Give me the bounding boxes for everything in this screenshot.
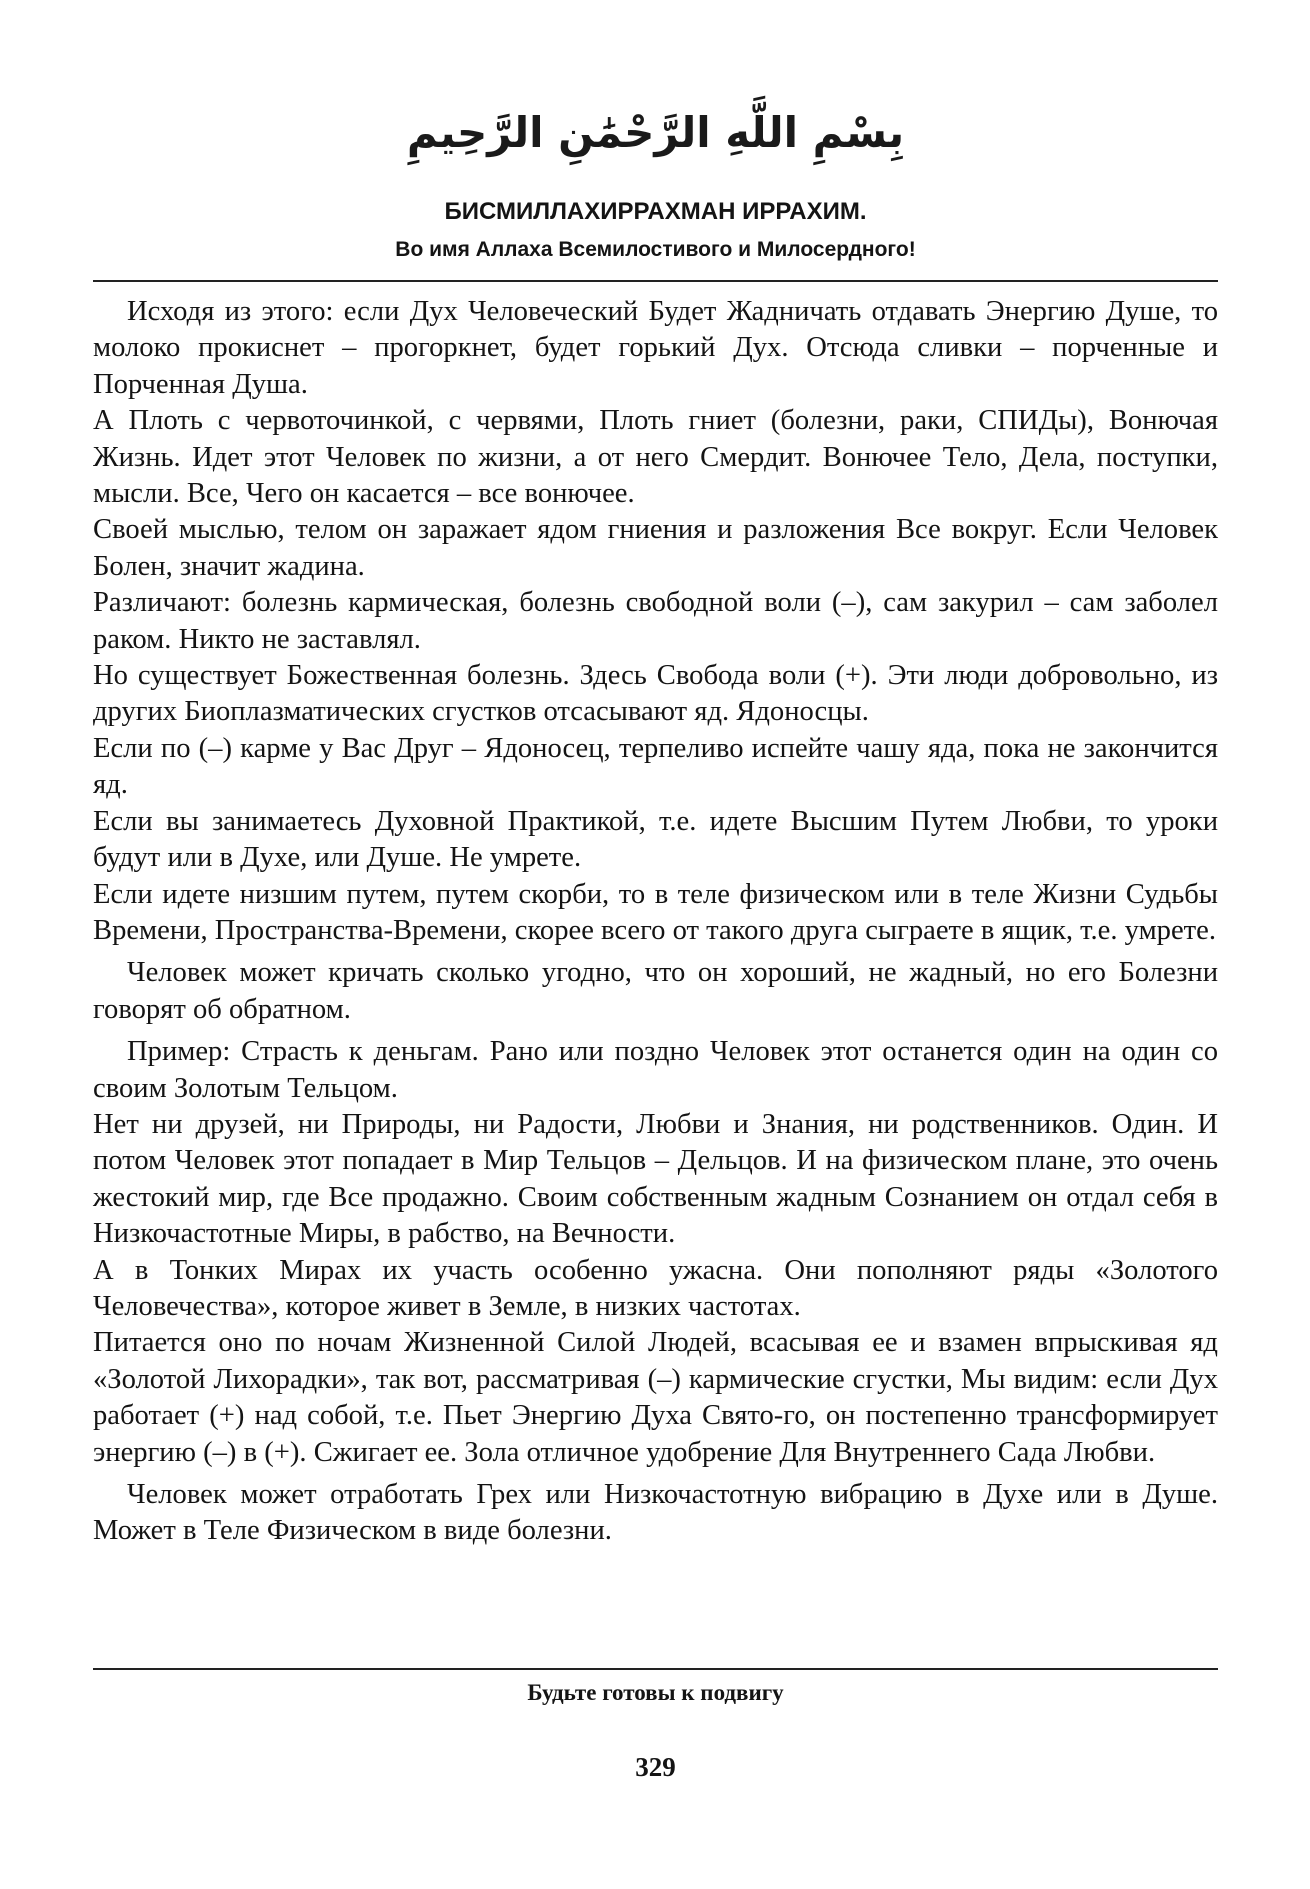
paragraph: Человек может кричать сколько угодно, что он хороший, не жадный, но его Болезни говорят об обратном. [93,957,1218,1025]
header-divider [93,280,1218,282]
paragraph: Если по (–) карме у Вас Друг – Ядоносец, терпеливо испейте чашу яда, пока не закончится яд. [93,732,1218,801]
paragraph: Различают: болезнь кармическая, болезнь свободной воли (–), сам закурил – сам заболел раком. Никто не заставлял. [93,587,1218,655]
paragraph: Если вы занимаетесь Духовной Практикой, т.е. идете Высшим Путем Любви, то уроки будут или в Духе, или Душе. Не умрете. [93,805,1218,874]
paragraph: Но существует Божественная болезнь. Здесь Свобода воли (+). Эти люди добровольно, из других Биоплазматических сгустков отсасывают яд. Ядоносцы. [93,660,1218,728]
page-heading: БИСМИЛЛАХИРРАХМАН ИРРАХИМ. [444,198,867,225]
footer-divider [93,1668,1218,1670]
paragraph: Нет ни друзей, ни Природы, ни Радости, Любви и Знания, ни родственников. Один. И потом Человек этот попадает в Мир Тельцов – Дельцов. И на физическом плане, это очень жестокий мир, где Все продажно. Своим собственным жадным Сознанием он отдал себя в Низкочастотные Миры, в рабство, на Вечности. [93,1108,1218,1250]
paragraph: А в Тонких Мирах их участь особенно ужасна. Они пополняют ряды «Золотого Человечества», которое живет в Земле, в низких частотах. [93,1254,1218,1322]
paragraph: Пример: Страсть к деньгам. Рано или поздно Человек этот останется один на один со своим Золотым Тельцом. [93,1036,1218,1104]
page-subheading: Во имя Аллаха Всемилостивого и Милосердного! [395,238,916,261]
paragraph: А Плоть с червоточинкой, с червями, Плоть гниет (болезни, раки, СПИДы), Вонючая Жизнь. Идет этот Человек по жизни, а от него Смердит. Вонючее Тело, Дела, поступки, мысли. Все, Чего он касается – все вонючее. [93,405,1218,510]
paragraph: Если идете низшим путем, путем скорби, то в теле физическом или в теле Жизни Судьбы Времени, Пространства-Времени, скорее всего от такого друга сыграете в ящик, т.е. умрете. [93,878,1218,946]
body-text [93,294,1218,1550]
paragraph: Питается оно по ночам Жизненной Силой Людей, всасывая ее и взамен впрыскивая яд «Золотой Лихорадки», так вот, рассматривая (–) кармические сгустки, Мы видим: если Дух работает (+) над собой, т.е. Пьет Энергию Духа Свято-го, он постепенно трансформирует энергию (–) в (+). Сжигает ее. Зола отличное удобрение Для Внутреннего Сада Любви. [93,1327,1218,1468]
book-page [93,100,1218,1860]
running-footer: Будьте готовы к подвигу [527,1680,784,1705]
paragraph: Своей мыслью, телом он заражает ядом гниения и разложения Все вокруг. Если Человек Болен, значит жадина. [93,514,1218,582]
page-number: 329 [635,1752,676,1782]
paragraph: Человек может отработать Грех или Низкочастотную вибрацию в Духе или в Душе. Может в Теле Физическом в виде болезни. [93,1479,1218,1547]
basmala-calligraphy: بِسْمِ اللَّهِ الرَّحْمَٰنِ الرَّحِيمِ [406,108,905,157]
paragraph: Исходя из этого: если Дух Человеческий Будет Жадничать отдавать Энергию Душе, то молоко прокиснет – прогоркнет, будет горький Дух. Отсюда сливки – порченные и Порченная Душа. [93,296,1218,400]
